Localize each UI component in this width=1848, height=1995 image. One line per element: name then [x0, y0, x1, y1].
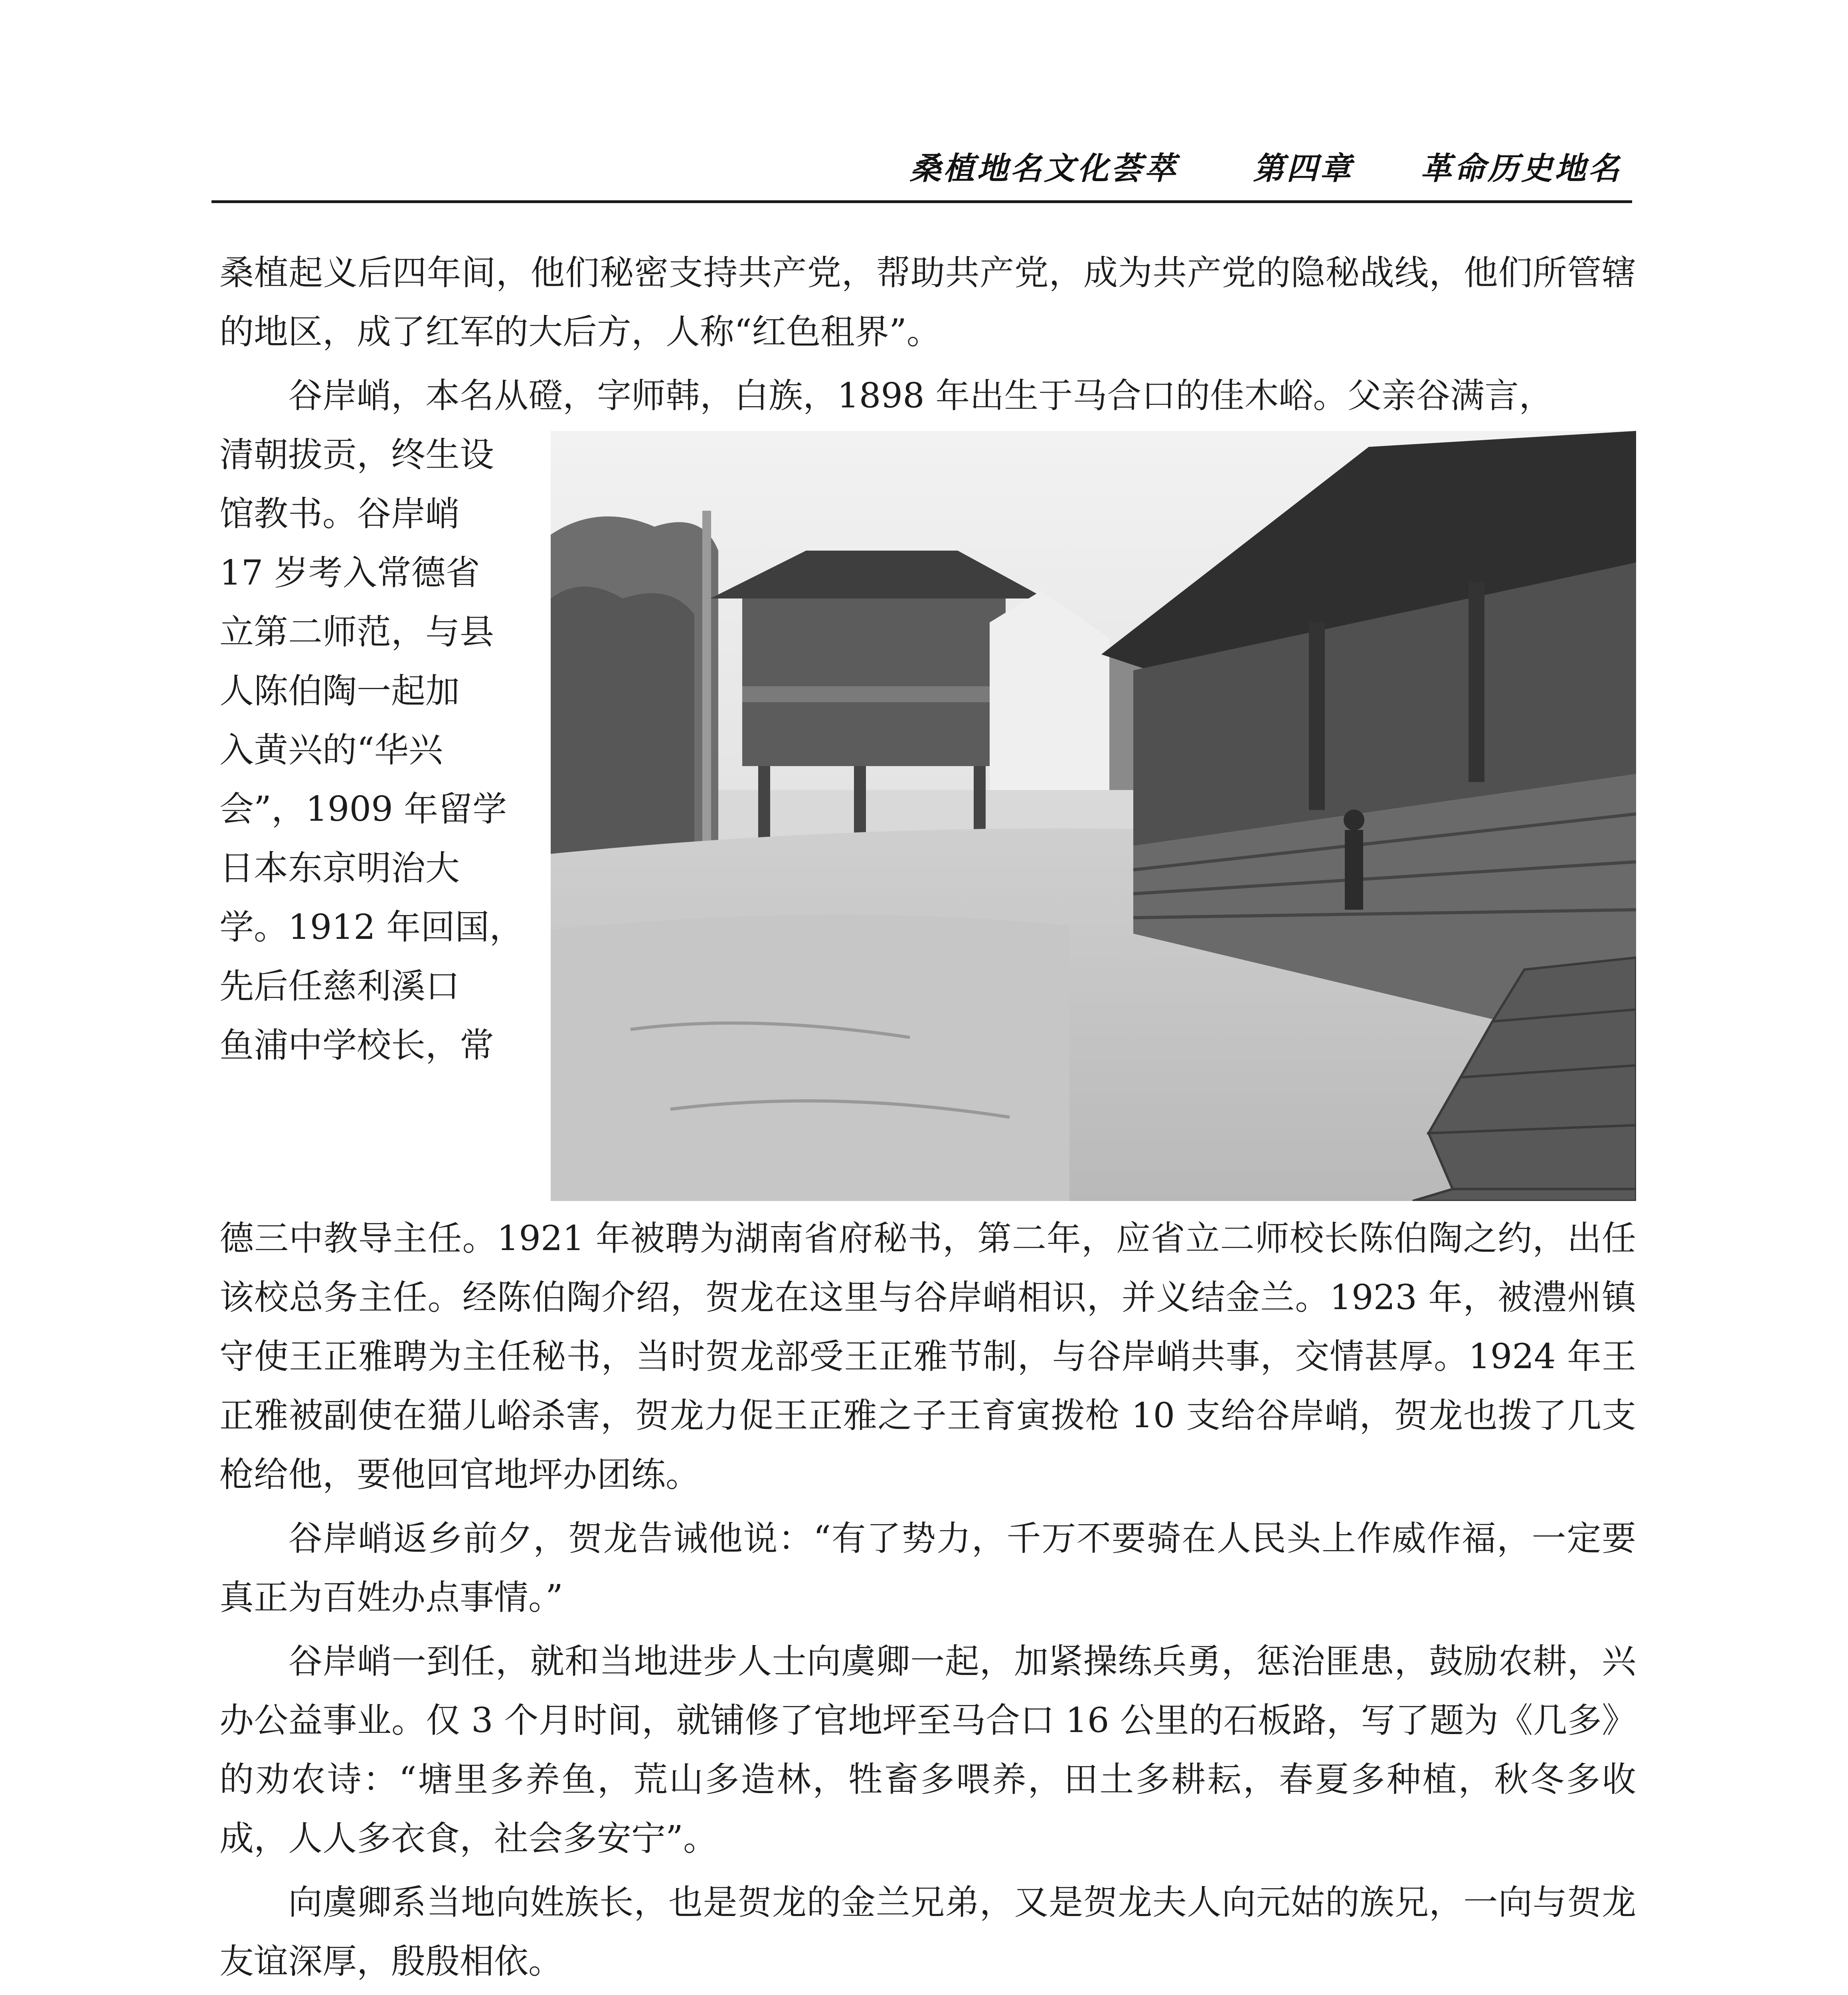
paragraph-1: 桑植起义后四年间，他们秘密支持共产党，帮助共产党，成为共产党的隐秘战线，他们所管辖的地区，成了红军的大后方，人称“红色租界”。	[219, 253, 1636, 352]
header-book-title: 桑植地名文化荟萃	[910, 151, 1178, 187]
wrapped-line: 鱼浦中学校长，常	[219, 1025, 494, 1065]
wrapped-line: 立第二师范，与县	[219, 612, 494, 652]
paragraph-4: 谷岸峭一到任，就和当地进步人士向虞卿一起，加紧操练兵勇，惩治匪患，鼓励农耕，兴办公益事业。仅 3 个月时间，就铺修了官地坪至马合口 16 公里的石板路，写了题为《几多》的劝农诗：“塘里多养鱼，荒山多造林，牲畜多喂养，田土多耕耘，春夏多种植，秋冬多收成，人人多衣食，社会多安宁”。	[219, 1641, 1636, 1859]
paragraph-5: 向虞卿系当地向姓族长，也是贺龙的金兰兄弟，又是贺龙夫人向元姑的族兄，一向与贺龙友谊深厚，殷殷相依。	[219, 1882, 1636, 1981]
wrapped-line: 人陈伯陶一起加	[219, 671, 460, 711]
wrapped-line: 会”，1909 年留学	[219, 789, 507, 829]
photo-wrap	[219, 425, 1636, 1075]
wrapped-line: 清朝拔贡，终生设	[219, 435, 494, 475]
wrapped-line: 先后任慈利溪口	[219, 966, 460, 1006]
wrapped-line: 入黄兴的“华兴	[219, 730, 443, 770]
header-rule	[211, 200, 1632, 203]
wrapped-line: 日本东京明治大	[219, 848, 460, 888]
body-text	[219, 243, 1636, 1995]
village-photo	[551, 431, 1636, 1201]
header-section-title: 革命历史地名	[1421, 151, 1622, 187]
header-chapter: 第四章	[1253, 151, 1354, 187]
village-photo-illustration	[551, 431, 1636, 1201]
wrapped-line: 17 岁考入常德省	[219, 553, 480, 593]
paragraph-2-first-line: 谷岸峭，本名从磴，字师韩，白族，1898 年出生于马合口的佳木峪。父亲谷满言，	[288, 376, 1554, 416]
running-header	[910, 144, 1628, 192]
paragraph-2-continued: 德三中教导主任。1921 年被聘为湖南省府秘书，第二年，应省立二师校长陈伯陶之约，出任该校总务主任。经陈伯陶介绍，贺龙在这里与谷岸峭相识，并义结金兰。1923 年，被澧州镇守使王正雅聘为主任秘书，当时贺龙部受王正雅节制，与谷岸峭共事，交情甚厚。1924 年王正雅被副使在猫儿峪杀害，贺龙力促王正雅之子王育寅拨枪 10 支给谷岸峭，贺龙也拨了几支枪给他，要他回官地坪办团练。	[219, 1219, 1636, 1495]
wrapped-line: 馆教书。谷岸峭	[219, 494, 460, 534]
wrapped-line: 学。1912 年回国，	[219, 907, 524, 947]
paragraph-3: 谷岸峭返乡前夕，贺龙告诫他说：“有了势力，千万不要骑在人民头上作威作福，一定要真正为百姓办点事情。”	[219, 1519, 1636, 1618]
